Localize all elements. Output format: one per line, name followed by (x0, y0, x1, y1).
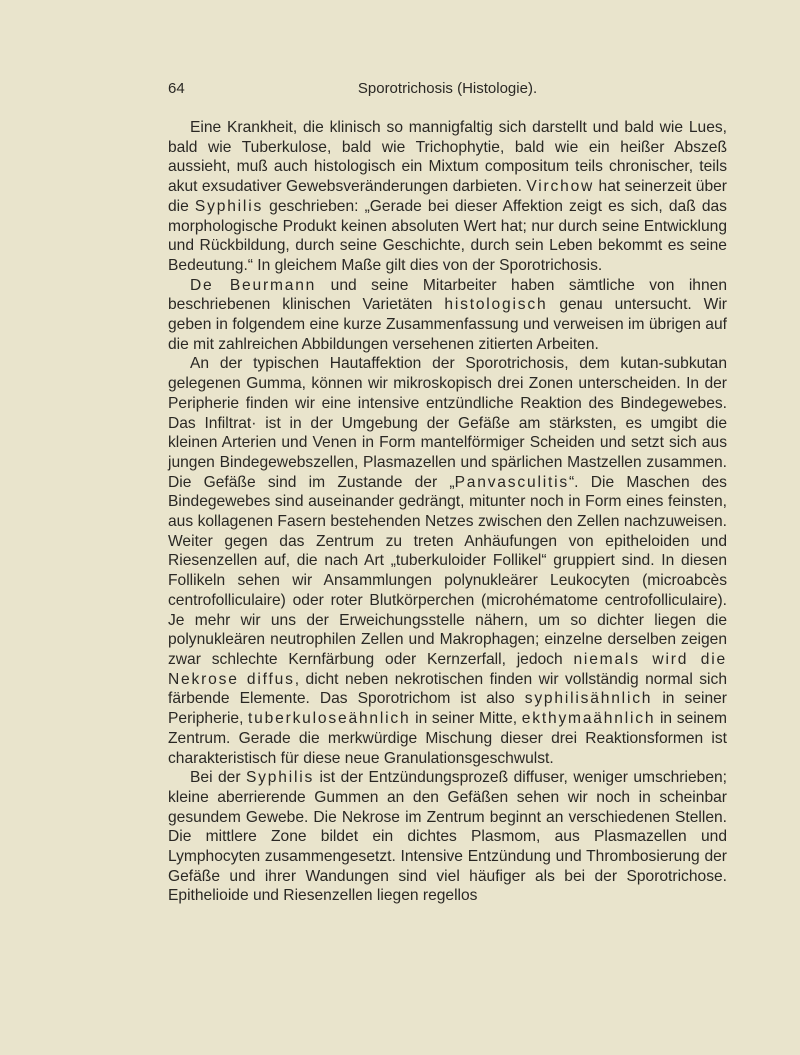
text-run: Bei der (190, 769, 246, 787)
text-run: und seine Mitarbeiter haben sämtliche von ihnen beschriebenen klinischen Varietäten (168, 276, 728, 314)
page-number: 64 (168, 80, 185, 97)
spaced-emphasis: Virchow (526, 178, 595, 196)
running-title: Sporotrichosis (Histologie). (357, 80, 538, 97)
spaced-emphasis: Panvasculitis (454, 473, 569, 491)
text-run: genau untersucht. Wir geben in folgendem eine kurze Zusammenfassung und verweisen im übrigen auf die mit zahlreichen Abbildungen versehenen zitierten Arbeiten. (168, 296, 727, 353)
text-run: “. Die Maschen des Bindegewebes sind auseinander gedrängt, mitunter noch in Form eines feinsten, aus kollagenen Fasern bestehenden Netzes zwischen den Zellen nachzuweisen. Weiter gegen das Zentrum zu treten Anhäufungen von epitheloiden und Riesenzellen auf, die nach Art „tuberkuloider Follikel“ gruppiert sind. In diesen Follikeln sehen wir Ansammlungen polynukleärer Leukocyten (microabcès centrofolliculaire) oder roter Blutkörperchen (microhématome centrofolliculaire). Je mehr wir uns der Erweichungsstelle nähern, um so dichter liegen die polynukleären neutrophilen Zellen und Makrophagen; einzelne derselben zeigen zwar schlechte Kernfärbung oder Kernzerfall, jedoch (168, 473, 727, 668)
page-header (168, 80, 727, 104)
text-run: in seiner Peripherie, (168, 690, 727, 728)
text-run: in seinem Zentrum. Gerade die merkwürdige Mischung dieser drei Reaktionsformen ist charakteristisch für diese neue Granulationsgeschwulst. (168, 710, 728, 767)
spaced-emphasis: De Beurmann (190, 276, 317, 294)
spaced-emphasis: Syphilis (245, 769, 315, 787)
text-run: in seiner Mitte, (410, 710, 522, 728)
text-run: geschrieben: „Gerade bei dieser Affektion zeigt es sich, daß das morphologische Produkt keinen absoluten Wert hat; nur durch seine Entwicklung und Rückbildung, durch seine Geschichte, durch sein Leben bekommt es seine Bedeutung.“ In gleichem Maße gilt dies von der Sporotrichosis. (168, 197, 727, 274)
spaced-emphasis: niemals wird die Nekrose diffus (168, 650, 727, 688)
spaced-emphasis: ekthymaähnlich (521, 710, 656, 728)
text-run: Eine Krankheit, die klinisch so mannigfaltig sich darstellt und bald wie Lues, bald wie Tuberkulose, bald wie Trichophytie, bald wie ein heißer Abszeß aussieht, muß auch histologisch ein Mixtum compositum teils chronischer, teils akut exsudativer Gewebsveränderungen darbieten. (168, 119, 727, 196)
spaced-emphasis: syphilisähnlich (524, 690, 653, 708)
body-text (168, 118, 727, 906)
paragraph-4 (168, 768, 727, 906)
paragraph-1 (168, 118, 727, 276)
text-run: hat seinerzeit über die (168, 178, 727, 215)
text-run: An der typischen Hautaffektion der Sporotrichosis, dem kutan-subkutan gelegenen Gumma, können wir mikroskopisch drei Zonen unterscheiden. In der Peripherie finden wir eine intensive entzündliche Reaktion des Bindegewebes. Das Infiltrat· ist in der Umgebung der Gefäße am stärksten, es umgibt die kleinen Arterien und Venen in Form mantelförmiger Scheiden und setzt sich aus jungen Bindegewebszellen, Plasmazellen und spärlichen Mastzellen zusammen. Die Gefäße sind im Zustande der „ (168, 355, 727, 491)
paragraph-3 (168, 354, 727, 768)
spaced-emphasis: Syphilis (194, 197, 264, 215)
text-run: ist der Entzündungsprozeß diffuser, weniger umschrieben; kleine aberrierende Gummen an den Gefäßen sehen wir noch in scheinbar gesundem Gewebe. Die Nekrose im Zentrum beginnt an verschiedenen Stellen. Die mittlere Zone bildet ein dichtes Plasmom, aus Plasmazellen und Lymphocyten zusammengesetzt. Intensive Entzündung und Thrombosierung der Gefäße und ihrer Wandungen sind viel häufiger als bei der Sporotrichose. Epithelioide und Riesenzellen liegen regellos (168, 769, 727, 905)
text-run: , dicht neben nekrotischen finden wir vollständig normal sich färbende Elemente. Das Sporotrichom ist also (168, 670, 727, 708)
spaced-emphasis: histologisch (444, 296, 548, 314)
spaced-emphasis: tuberkuloseähnlich (248, 710, 411, 728)
paragraph-2 (168, 276, 727, 355)
